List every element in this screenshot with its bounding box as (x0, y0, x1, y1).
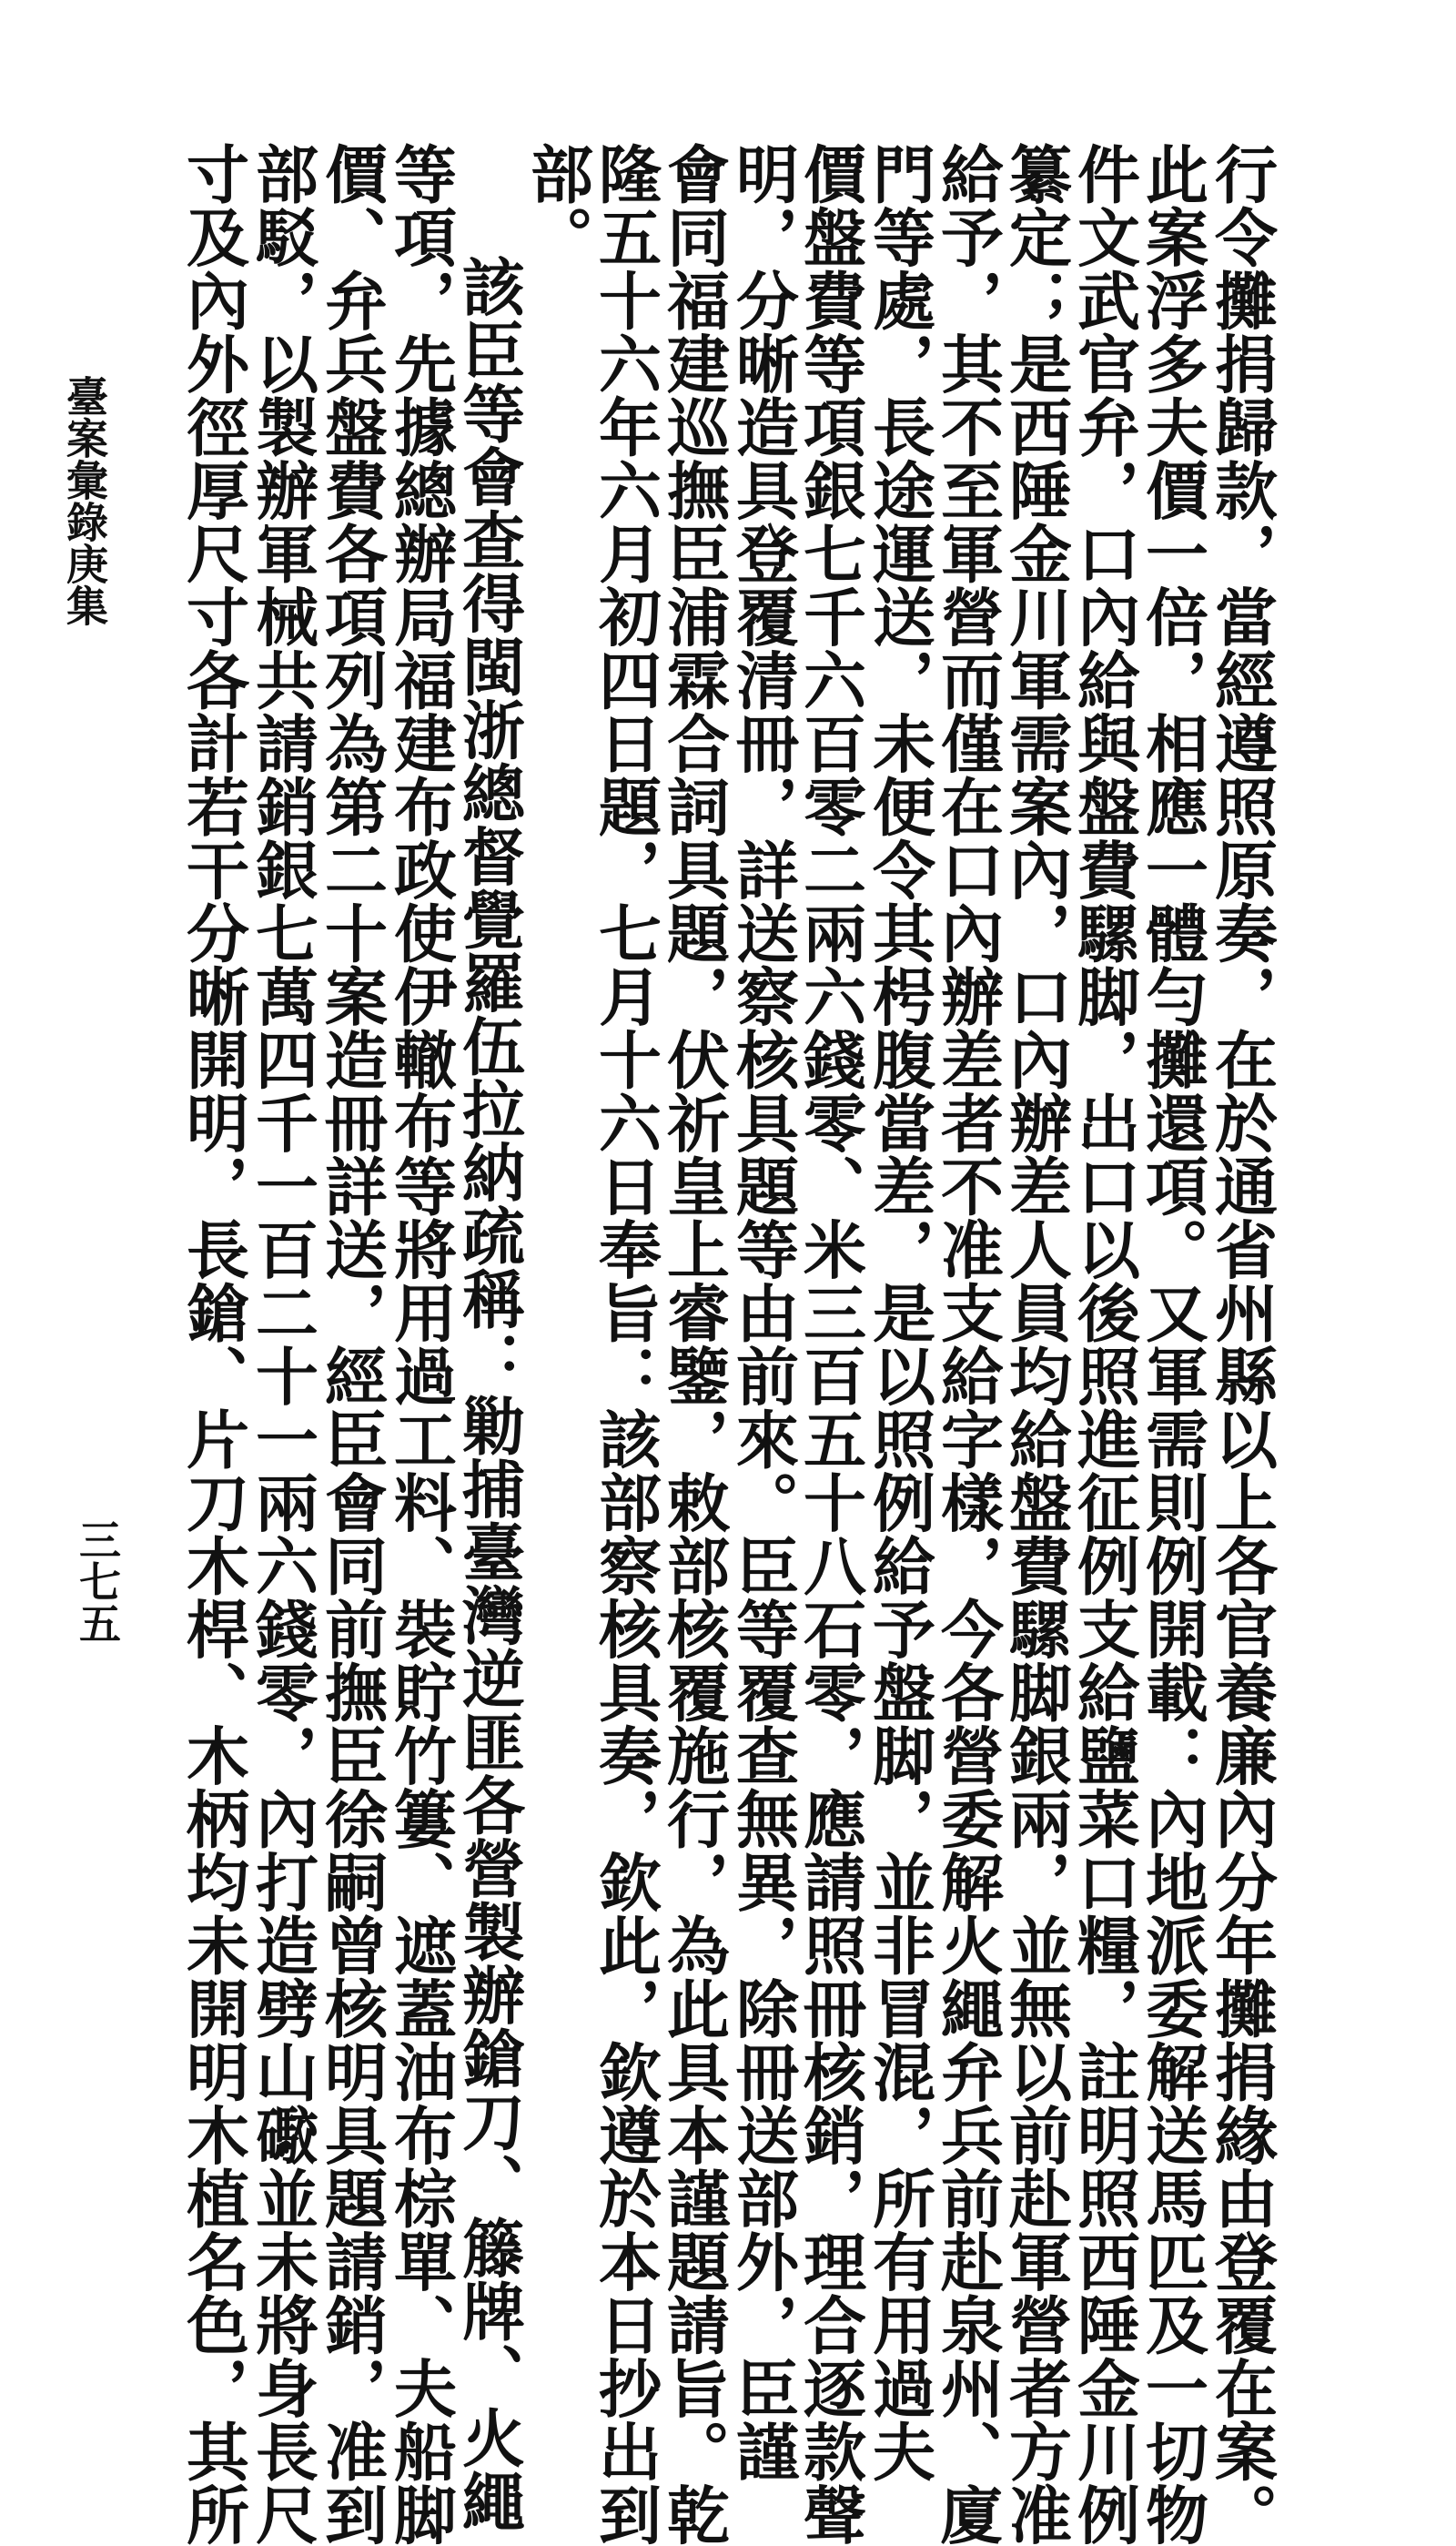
text-column-12: 該臣等會查得閩浙總督覺羅伍拉納疏稱：勦捕臺灣逆匪各營製辦鎗刀、籐牌、火繩 (451, 255, 525, 2532)
text-column-16: 寸及內外徑厚尺寸各計若干分晰開明，長鎗、片刀木桿、木柄均未開明木植名色，其所 (176, 142, 249, 2546)
text-column-8: 明，分晰造具登覆清冊，詳送察核具題等由前來。臣等覆查無異，除冊送部外，臣謹 (725, 142, 799, 2483)
text-column-1: 行令攤捐歸款，當經遵照原奏，在於通省州縣以上各官養廉內分年攤捐緣由登覆在案。 (1204, 142, 1278, 2546)
text-column-3: 件文武官弁，口內給與盤費騾脚，出口以後照進征例支給鹽菜口糧，註明照西陲金川例 (1067, 142, 1140, 2546)
text-column-7: 價盤費等項銀七千六百零二兩六錢零、米三百五十八石零，應請照冊核銷，理合逐款聲 (793, 142, 866, 2546)
text-column-14: 價、弁兵盤費各項列為第二十案造冊詳送，經臣會同前撫臣徐嗣曾核明具題請銷，准到 (314, 142, 388, 2546)
text-column-6: 門等處，長途運送，未便令其枵腹當差，是以照例給予盤脚，並非冒混，所有用過夫 (862, 142, 935, 2483)
text-column-4: 纂定；是西陲金川軍需案內，口內辦差人員均給盤費騾脚銀兩，並無以前赴軍營者方准 (998, 142, 1072, 2546)
text-column-11: 部。 (520, 142, 593, 269)
text-column-10: 隆五十六年六月初四日題，七月十六日奉旨：該部察核具奏，欽此，欽遵於本日抄出到 (588, 142, 662, 2546)
page-number: 三七五 (73, 1518, 122, 1644)
text-column-9: 會同福建巡撫臣浦霖合詞具題，伏祈皇上睿鑒，敕部核覆施行，為此具本謹題請旨。乾 (656, 142, 730, 2546)
text-column-15: 部駁，以製辦軍械共請銷銀七萬四千一百二十一兩六錢零，內打造劈山礮並未將身長尺 (245, 142, 318, 2546)
text-column-13: 等項，先據總辦局福建布政使伊轍布等將用過工料、裝貯竹簍、遮蓋油布棕單、夫船脚 (383, 142, 457, 2546)
text-column-5: 給予，其不至軍營而僅在口內辦差者不准支給字樣，今各營委解火繩弁兵前赴泉州、廈 (930, 142, 1004, 2546)
book-title: 臺案彙錄庚集 (60, 375, 109, 626)
text-column-2: 此案浮多夫價一倍，相應一體勻攤還項。又軍需則例開載：內地派委解送馬匹及一切物 (1135, 142, 1208, 2546)
